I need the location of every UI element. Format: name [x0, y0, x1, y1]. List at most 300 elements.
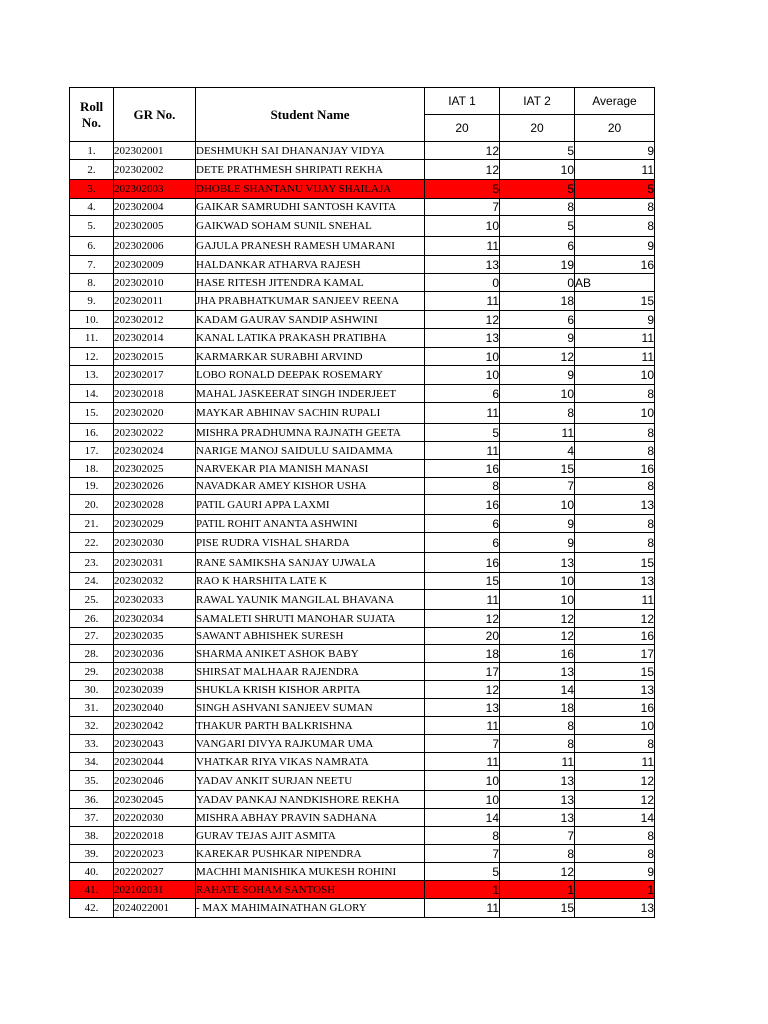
roll-no-cell: 5. — [70, 216, 114, 237]
student-name-cell: - MAX MAHIMAINATHAN GLORY — [196, 899, 425, 918]
table-row — [70, 899, 655, 918]
iat2-score-cell: 19 — [500, 256, 575, 274]
table-row — [70, 845, 655, 863]
iat1-score-cell: 10 — [425, 216, 500, 237]
iat1-score-cell: 11 — [425, 442, 500, 460]
iat1-score-cell: 11 — [425, 753, 500, 771]
student-name-cell: RANE SAMIKSHA SANJAY UJWALA — [196, 553, 425, 573]
iat1-score-cell: 12 — [425, 610, 500, 628]
roll-no-cell: 28. — [70, 645, 114, 663]
roll-no-cell: 35. — [70, 771, 114, 791]
iat2-score-cell: 18 — [500, 699, 575, 717]
iat2-score-cell: 18 — [500, 292, 575, 311]
iat1-score-cell: 16 — [425, 553, 500, 573]
gr-no-cell: 202302024 — [114, 442, 196, 460]
gr-no-cell: 202302030 — [114, 533, 196, 553]
table-row — [70, 274, 655, 292]
gr-no-cell: 202302034 — [114, 610, 196, 628]
gr-no-cell: 202302039 — [114, 681, 196, 699]
gr-no-cell: 202302018 — [114, 385, 196, 403]
gr-no-cell: 202302012 — [114, 311, 196, 329]
average-score-cell: 8 — [575, 478, 655, 495]
student-name-cell: VANGARI DIVYA RAJKUMAR UMA — [196, 735, 425, 753]
student-name-cell: MAHAL JASKEERAT SINGH INDERJEET — [196, 385, 425, 403]
gr-no-header: GR No. — [114, 88, 196, 142]
gr-no-cell: 2024022001 — [114, 899, 196, 918]
iat2-score-cell: 5 — [500, 216, 575, 237]
iat1-score-cell: 12 — [425, 142, 500, 160]
average-score-cell: 8 — [575, 735, 655, 753]
average-score-cell: 8 — [575, 827, 655, 845]
average-score-cell: 12 — [575, 771, 655, 791]
student-name-cell: SHUKLA KRISH KISHOR ARPITA — [196, 681, 425, 699]
roll-no-cell: 7. — [70, 256, 114, 274]
average-score-cell: 8 — [575, 442, 655, 460]
iat2-score-cell: 14 — [500, 681, 575, 699]
average-score-cell: 8 — [575, 533, 655, 553]
iat2-score-cell: 13 — [500, 809, 575, 827]
roll-no-cell: 15. — [70, 403, 114, 424]
iat2-score-cell: 10 — [500, 385, 575, 403]
iat1-score-cell: 1 — [425, 881, 500, 899]
gr-no-cell: 202302040 — [114, 699, 196, 717]
average-score-cell: 8 — [575, 385, 655, 403]
iat2-score-cell: 11 — [500, 753, 575, 771]
iat2-score-cell: 10 — [500, 573, 575, 590]
table-row — [70, 863, 655, 881]
iat1-score-cell: 10 — [425, 791, 500, 809]
gr-no-cell: 202302022 — [114, 424, 196, 442]
iat2-score-cell: 0 — [500, 274, 575, 292]
roll-no-cell: 3. — [70, 180, 114, 199]
student-name-cell: GAIKWAD SOHAM SUNIL SNEHAL — [196, 216, 425, 237]
iat1-score-cell: 14 — [425, 809, 500, 827]
iat1-score-cell: 8 — [425, 827, 500, 845]
iat1-score-cell: 6 — [425, 515, 500, 533]
gr-no-cell: 202302028 — [114, 495, 196, 515]
iat1-score-cell: 5 — [425, 180, 500, 199]
table-row — [70, 645, 655, 663]
table-row — [70, 460, 655, 478]
average-score-cell: 9 — [575, 311, 655, 329]
average-score-cell: 10 — [575, 403, 655, 424]
table-row — [70, 256, 655, 274]
gr-no-cell: 202302032 — [114, 573, 196, 590]
roll-no-cell: 30. — [70, 681, 114, 699]
student-name-cell: LOBO RONALD DEEPAK ROSEMARY — [196, 366, 425, 385]
roll-no-cell: 29. — [70, 663, 114, 681]
roll-no-cell: 24. — [70, 573, 114, 590]
table-row — [70, 329, 655, 348]
gr-no-cell: 202202018 — [114, 827, 196, 845]
iat1-score-cell: 11 — [425, 717, 500, 735]
student-name-cell: SHARMA ANIKET ASHOK BABY — [196, 645, 425, 663]
table-row — [70, 403, 655, 424]
average-score-cell: 5 — [575, 180, 655, 199]
iat2-score-cell: 15 — [500, 460, 575, 478]
iat2-score-cell: 8 — [500, 403, 575, 424]
iat2-score-cell: 9 — [500, 515, 575, 533]
gr-no-cell: 202302001 — [114, 142, 196, 160]
student-name-cell: HALDANKAR ATHARVA RAJESH — [196, 256, 425, 274]
roll-no-cell: 39. — [70, 845, 114, 863]
average-score-cell: 11 — [575, 329, 655, 348]
iat2-score-cell: 6 — [500, 311, 575, 329]
roll-no-cell: 21. — [70, 515, 114, 533]
student-name-cell: GAJULA PRANESH RAMESH UMARANI — [196, 237, 425, 256]
average-score-cell: 13 — [575, 899, 655, 918]
iat1-header: IAT 1 — [425, 88, 500, 115]
table-row — [70, 809, 655, 827]
header-row — [70, 88, 655, 115]
roll-no-cell: 16. — [70, 424, 114, 442]
iat1-score-cell: 7 — [425, 735, 500, 753]
average-score-cell: 17 — [575, 645, 655, 663]
roll-no-cell: 17. — [70, 442, 114, 460]
gr-no-cell: 202302038 — [114, 663, 196, 681]
iat2-score-cell: 8 — [500, 717, 575, 735]
roll-no-cell: 10. — [70, 311, 114, 329]
table-row — [70, 827, 655, 845]
average-score-cell: 16 — [575, 699, 655, 717]
iat1-score-cell: 11 — [425, 292, 500, 311]
student-name-cell: DETE PRATHMESH SHRIPATI REKHA — [196, 160, 425, 180]
roll-no-cell: 22. — [70, 533, 114, 553]
average-score-cell: AB — [575, 274, 655, 292]
student-name-cell: KANAL LATIKA PRAKASH PRATIBHA — [196, 329, 425, 348]
average-score-cell: 12 — [575, 791, 655, 809]
iat1-score-cell: 13 — [425, 699, 500, 717]
student-name-cell: YADAV ANKIT SURJAN NEETU — [196, 771, 425, 791]
roll-no-cell: 34. — [70, 753, 114, 771]
gr-no-cell: 202202023 — [114, 845, 196, 863]
iat2-score-cell: 5 — [500, 180, 575, 199]
gr-no-cell: 202302033 — [114, 590, 196, 610]
table-row — [70, 553, 655, 573]
student-name-cell: NARVEKAR PIA MANISH MANASI — [196, 460, 425, 478]
roll-no-cell: 9. — [70, 292, 114, 311]
iat1-score-cell: 10 — [425, 771, 500, 791]
roll-no-cell: 41. — [70, 881, 114, 899]
roll-no-cell: 1. — [70, 142, 114, 160]
iat2-score-cell: 5 — [500, 142, 575, 160]
table-row — [70, 681, 655, 699]
iat1-max-marks: 20 — [425, 115, 500, 142]
iat2-score-cell: 12 — [500, 348, 575, 366]
student-rows — [70, 142, 655, 918]
roll-no-cell: 18. — [70, 460, 114, 478]
average-score-cell: 9 — [575, 863, 655, 881]
student-name-cell: NAVADKAR AMEY KISHOR USHA — [196, 478, 425, 495]
roll-no-cell: 6. — [70, 237, 114, 256]
iat1-score-cell: 18 — [425, 645, 500, 663]
iat2-max-marks: 20 — [500, 115, 575, 142]
average-score-cell: 14 — [575, 809, 655, 827]
average-score-cell: 8 — [575, 845, 655, 863]
table-row — [70, 478, 655, 495]
iat1-score-cell: 16 — [425, 495, 500, 515]
average-score-cell: 13 — [575, 681, 655, 699]
table-row — [70, 628, 655, 645]
student-name-cell: HASE RITESH JITENDRA KAMAL — [196, 274, 425, 292]
gr-no-cell: 202302017 — [114, 366, 196, 385]
average-score-cell: 16 — [575, 460, 655, 478]
student-name-cell: YADAV PANKAJ NANDKISHORE REKHA — [196, 791, 425, 809]
iat2-score-cell: 8 — [500, 735, 575, 753]
student-name-header: Student Name — [196, 88, 425, 142]
gr-no-cell: 202302002 — [114, 160, 196, 180]
table-row — [70, 735, 655, 753]
iat2-header: IAT 2 — [500, 88, 575, 115]
iat2-score-cell: 10 — [500, 160, 575, 180]
iat1-score-cell: 12 — [425, 681, 500, 699]
gr-no-cell: 202302036 — [114, 645, 196, 663]
average-score-cell: 8 — [575, 515, 655, 533]
iat1-score-cell: 10 — [425, 348, 500, 366]
student-name-cell: PISE RUDRA VISHAL SHARDA — [196, 533, 425, 553]
gr-no-cell: 202302009 — [114, 256, 196, 274]
table-row — [70, 348, 655, 366]
gr-no-cell: 202302011 — [114, 292, 196, 311]
student-name-cell: KAREKAR PUSHKAR NIPENDRA — [196, 845, 425, 863]
gr-no-cell: 202302043 — [114, 735, 196, 753]
gr-no-cell: 202302042 — [114, 717, 196, 735]
roll-no-cell: 11. — [70, 329, 114, 348]
roll-no-cell: 38. — [70, 827, 114, 845]
average-score-cell: 11 — [575, 753, 655, 771]
iat2-score-cell: 16 — [500, 645, 575, 663]
iat1-score-cell: 15 — [425, 573, 500, 590]
student-name-cell: RAO K HARSHITA LATE K — [196, 573, 425, 590]
table-row — [70, 442, 655, 460]
iat1-score-cell: 20 — [425, 628, 500, 645]
iat1-score-cell: 13 — [425, 256, 500, 274]
average-score-cell: 15 — [575, 553, 655, 573]
table-row — [70, 142, 655, 160]
iat1-score-cell: 8 — [425, 478, 500, 495]
gr-no-cell: 202102031 — [114, 881, 196, 899]
iat2-score-cell: 7 — [500, 827, 575, 845]
table-row — [70, 180, 655, 199]
iat2-score-cell: 9 — [500, 329, 575, 348]
average-score-cell: 12 — [575, 610, 655, 628]
student-name-cell: THAKUR PARTH BALKRISHNA — [196, 717, 425, 735]
student-name-cell: DHOBLE SHANTANU VIJAY SHAILAJA — [196, 180, 425, 199]
average-score-cell: 16 — [575, 256, 655, 274]
iat2-score-cell: 6 — [500, 237, 575, 256]
student-name-cell: SHIRSAT MALHAAR RAJENDRA — [196, 663, 425, 681]
student-name-cell: SAMALETI SHRUTI MANOHAR SUJATA — [196, 610, 425, 628]
roll-no-cell: 13. — [70, 366, 114, 385]
student-name-cell: PATIL ROHIT ANANTA ASHWINI — [196, 515, 425, 533]
iat1-score-cell: 5 — [425, 424, 500, 442]
table-row — [70, 699, 655, 717]
iat2-score-cell: 13 — [500, 553, 575, 573]
roll-no-cell: 12. — [70, 348, 114, 366]
average-score-cell: 8 — [575, 424, 655, 442]
student-name-cell: RAWAL YAUNIK MANGILAL BHAVANA — [196, 590, 425, 610]
roll-no-cell: 36. — [70, 791, 114, 809]
table-row — [70, 237, 655, 256]
student-name-cell: MAYKAR ABHINAV SACHIN RUPALI — [196, 403, 425, 424]
roll-no-cell: 2. — [70, 160, 114, 180]
average-score-cell: 9 — [575, 142, 655, 160]
student-name-cell: SAWANT ABHISHEK SURESH — [196, 628, 425, 645]
roll-no-cell: 42. — [70, 899, 114, 918]
table-row — [70, 590, 655, 610]
iat1-score-cell: 6 — [425, 533, 500, 553]
iat1-score-cell: 11 — [425, 899, 500, 918]
iat1-score-cell: 0 — [425, 274, 500, 292]
iat2-score-cell: 15 — [500, 899, 575, 918]
roll-no-cell: 27. — [70, 628, 114, 645]
iat2-score-cell: 10 — [500, 495, 575, 515]
gr-no-cell: 202302046 — [114, 771, 196, 791]
table-row — [70, 717, 655, 735]
iat2-score-cell: 11 — [500, 424, 575, 442]
student-name-cell: GAIKAR SAMRUDHI SANTOSH KAVITA — [196, 199, 425, 216]
gr-no-cell: 202302035 — [114, 628, 196, 645]
iat2-score-cell: 8 — [500, 845, 575, 863]
iat2-score-cell: 9 — [500, 366, 575, 385]
roll-no-cell: 8. — [70, 274, 114, 292]
table-row — [70, 199, 655, 216]
average-score-cell: 13 — [575, 573, 655, 590]
student-name-cell: KARMARKAR SURABHI ARVIND — [196, 348, 425, 366]
gr-no-cell: 202302010 — [114, 274, 196, 292]
student-name-cell: DESHMUKH SAI DHANANJAY VIDYA — [196, 142, 425, 160]
iat1-score-cell: 12 — [425, 311, 500, 329]
table-row — [70, 424, 655, 442]
roll-no-cell: 40. — [70, 863, 114, 881]
table-row — [70, 160, 655, 180]
gr-no-cell: 202302003 — [114, 180, 196, 199]
average-score-cell: 15 — [575, 292, 655, 311]
roll-no-cell: 14. — [70, 385, 114, 403]
student-name-cell: MISHRA PRADHUMNA RAJNATH GEETA — [196, 424, 425, 442]
table-row — [70, 515, 655, 533]
roll-no-cell: 20. — [70, 495, 114, 515]
table-row — [70, 216, 655, 237]
gr-no-cell: 202302031 — [114, 553, 196, 573]
student-name-cell: VHATKAR RIYA VIKAS NAMRATA — [196, 753, 425, 771]
iat2-score-cell: 4 — [500, 442, 575, 460]
iat2-score-cell: 13 — [500, 771, 575, 791]
table-row — [70, 366, 655, 385]
table-row — [70, 311, 655, 329]
roll-no-cell: 23. — [70, 553, 114, 573]
average-score-cell: 1 — [575, 881, 655, 899]
gr-no-cell: 202302015 — [114, 348, 196, 366]
student-name-cell: KADAM GAURAV SANDIP ASHWINI — [196, 311, 425, 329]
gr-no-cell: 202302045 — [114, 791, 196, 809]
student-name-cell: PATIL GAURI APPA LAXMI — [196, 495, 425, 515]
iat2-score-cell: 12 — [500, 610, 575, 628]
iat1-score-cell: 11 — [425, 590, 500, 610]
table-row — [70, 771, 655, 791]
iat1-score-cell: 5 — [425, 863, 500, 881]
student-name-cell: SINGH ASHVANI SANJEEV SUMAN — [196, 699, 425, 717]
average-max-marks: 20 — [575, 115, 655, 142]
gr-no-cell: 202202027 — [114, 863, 196, 881]
roll-no-cell: 37. — [70, 809, 114, 827]
average-score-cell: 8 — [575, 216, 655, 237]
student-name-cell: MISHRA ABHAY PRAVIN SADHANA — [196, 809, 425, 827]
average-score-cell: 16 — [575, 628, 655, 645]
iat1-score-cell: 12 — [425, 160, 500, 180]
iat1-score-cell: 17 — [425, 663, 500, 681]
table-row — [70, 385, 655, 403]
gr-no-cell: 202302020 — [114, 403, 196, 424]
iat1-score-cell: 13 — [425, 329, 500, 348]
table-row — [70, 573, 655, 590]
average-score-cell: 10 — [575, 717, 655, 735]
average-score-cell: 10 — [575, 366, 655, 385]
table-row — [70, 663, 655, 681]
table-row — [70, 791, 655, 809]
gr-no-cell: 202302006 — [114, 237, 196, 256]
iat1-score-cell: 11 — [425, 403, 500, 424]
iat2-score-cell: 13 — [500, 791, 575, 809]
gr-no-cell: 202302044 — [114, 753, 196, 771]
roll-no-cell: 4. — [70, 199, 114, 216]
roll-no-cell: 33. — [70, 735, 114, 753]
average-header: Average — [575, 88, 655, 115]
student-name-cell: GURAV TEJAS AJIT ASMITA — [196, 827, 425, 845]
iat1-score-cell: 7 — [425, 199, 500, 216]
table-row — [70, 881, 655, 899]
iat2-score-cell: 7 — [500, 478, 575, 495]
average-score-cell: 11 — [575, 160, 655, 180]
gr-no-cell: 202302029 — [114, 515, 196, 533]
iat2-score-cell: 12 — [500, 863, 575, 881]
student-name-cell: RAHATE SOHAM SANTOSH — [196, 881, 425, 899]
iat2-score-cell: 13 — [500, 663, 575, 681]
iat1-score-cell: 7 — [425, 845, 500, 863]
average-score-cell: 11 — [575, 348, 655, 366]
gr-no-cell: 202302005 — [114, 216, 196, 237]
roll-no-cell: 25. — [70, 590, 114, 610]
roll-no-cell: 31. — [70, 699, 114, 717]
table-row — [70, 292, 655, 311]
iat2-score-cell: 8 — [500, 199, 575, 216]
table-row — [70, 610, 655, 628]
average-score-cell: 13 — [575, 495, 655, 515]
iat1-score-cell: 6 — [425, 385, 500, 403]
roll-no-header: Roll No. — [70, 88, 114, 142]
average-score-cell: 8 — [575, 199, 655, 216]
student-name-cell: NARIGE MANOJ SAIDULU SAIDAMMA — [196, 442, 425, 460]
gr-no-cell: 202302014 — [114, 329, 196, 348]
student-name-cell: JHA PRABHATKUMAR SANJEEV REENA — [196, 292, 425, 311]
table-row — [70, 753, 655, 771]
gr-no-cell: 202202030 — [114, 809, 196, 827]
marks-table — [69, 87, 655, 918]
iat1-score-cell: 11 — [425, 237, 500, 256]
iat1-score-cell: 10 — [425, 366, 500, 385]
average-score-cell: 11 — [575, 590, 655, 610]
iat2-score-cell: 1 — [500, 881, 575, 899]
iat2-score-cell: 10 — [500, 590, 575, 610]
roll-no-cell: 32. — [70, 717, 114, 735]
gr-no-cell: 202302026 — [114, 478, 196, 495]
roll-no-cell: 26. — [70, 610, 114, 628]
gr-no-cell: 202302004 — [114, 199, 196, 216]
average-score-cell: 15 — [575, 663, 655, 681]
average-score-cell: 9 — [575, 237, 655, 256]
roll-no-cell: 19. — [70, 478, 114, 495]
table-row — [70, 533, 655, 553]
